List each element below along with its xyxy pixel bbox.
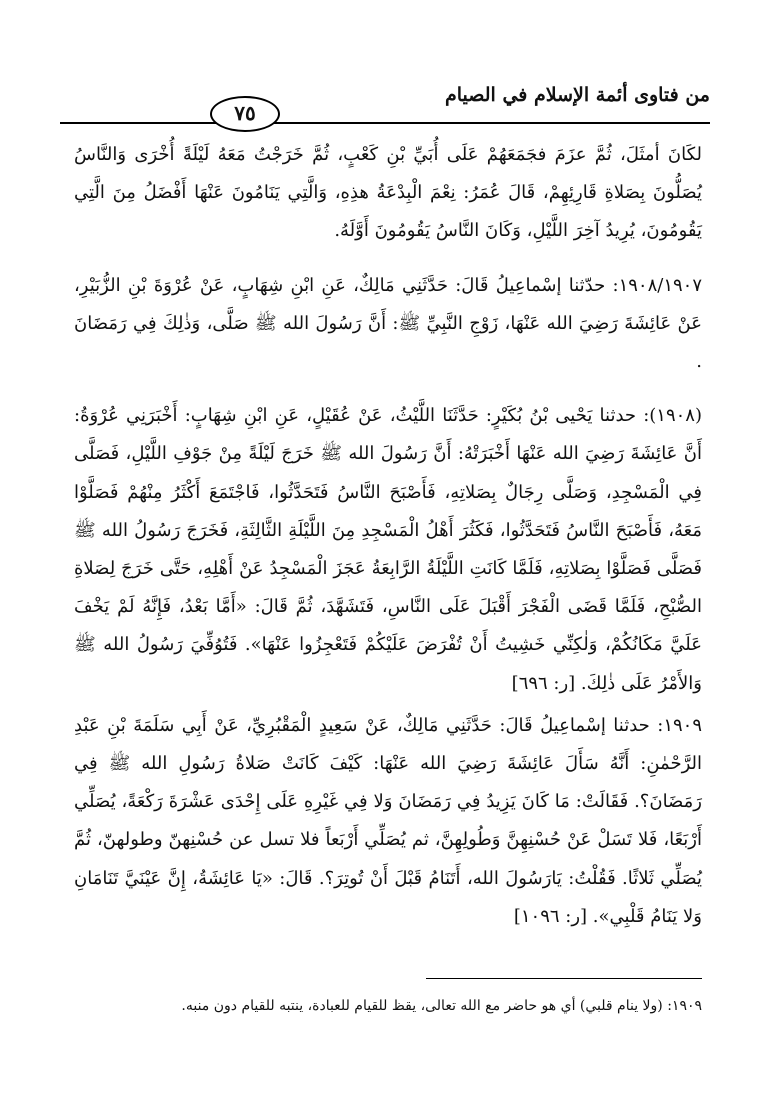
book-title: من فتاوى أئمة الإسلام في الصيام [445,84,710,106]
hadith-1909: ١٩٠٩: حدثنا إسْماعِيلُ قَالَ: حَدَّثَنِي مَالِكٌ، عَنْ سَعِيدٍ الْمَقْبُرِيِّ، عَنْ أَبِي سَلَمَةَ بْنِ عَبْدِ الرَّحْمٰنِ: أَنَّهُ سَأَلَ عَائِشَةَ رَضِيَ الله عَنْهَا: كَيْفَ كَانَتْ صَلاةُ رَسُولِ الله ﷺ فِي رَمَضَانَ؟. فَقَالَتْ: مَا كَانَ يَزِيدُ فِي رَمَضَانَ وَلا فِي غَيْرِهِ عَلَى إِحْدَى عَشْرَةَ رَكْعَةً، يُصَلِّي أَرْبَعًا، فَلا تَسَلْ عَنْ حُسْنِهِنَّ وَطُولِهِنَّ، ثم يُصَلِّي أَرْبَعاً فلا تسل عن حُسْنِهنّ وطولهنّ، ثُمَّ يُصَلِّي ثَلاثًا. فَقُلْتُ: يَارَسُولَ الله، أَتَنَامُ قَبْلَ أَنْ تُوتِرَ؟. قَالَ: «يَا عَائِشَةُ، إِنَّ عَيْنَيَّ تَنَامَانِ وَلا يَنَامُ قَلْبِي». [ر: ١٠٩٦] [74,714,702,927]
running-header [60,82,710,124]
page-number: ٧٥ [210,96,280,132]
footnote-separator [426,978,702,979]
main-text [74,136,702,952]
hadith-1907-1908: ١٩٠٨/١٩٠٧: حدّثنا إسْماعِيلُ قَالَ: حَدَّثَنِي مَالِكٌ، عَنِ ابْنِ شِهَابٍ، عَنْ عُرْوَةَ بْنِ الزُّبَيْرِ، عَنْ عَائِشَةَ رَضِيَ الله عَنْهَا، زَوْجِ النَّبِيِّ ﷺ: أَنَّ رَسُولَ الله ﷺ صَلَّى، وَذٰلِكَ فِي رَمَضَانَ . [74,274,702,373]
paragraph-continuation: لكَانَ أمثَلَ، ثُمَّ عزَمَ فجَمَعَهُمْ عَلَى أُبَيِّ بْنِ كَعْبٍ، ثُمَّ خَرَجْتُ مَعَهُ لَيْلَةً أُخْرَى وَالنَّاسُ يُصَلُّونَ بِصَلاةِ قَارِئِهِمْ، قَالَ عُمَرُ: نِعْمَ الْبِدْعَةُ هذِهِ، وَالَّتِي يَنَامُونَ عَنْهَا أَفْضَلُ مِنَ الَّتِي يَقُومُونَ، يُرِيدُ آخِرَ اللَّيْلِ، وَكَانَ النَّاسُ يَقُومُونَ أَوَّلَهُ. [74,144,702,242]
hadith-1908: (١٩٠٨): حدثنا يَحْيى بْنُ بُكَيْرٍ: حَدَّثَنَا اللَّيْثُ، عَنْ عُقَيْلٍ، عَنِ ابْنِ شِهَابٍ: أَخْبَرَنِي عُرْوَةُ: أَنَّ عَائِشَةَ رَضِيَ الله عَنْهَا أَخْبَرَتْهُ: أَنَّ رَسُولَ الله ﷺ خَرَجَ لَيْلَةً مِنْ جَوْفِ اللَّيْلِ، فَصَلَّى فِي الْمَسْجِدِ، وَصَلَّى رِجَالٌ بِصَلاتِهِ، فَأَصْبَحَ النَّاسُ فَتَحَدَّثُوا، فَاجْتَمَعَ أَكْثَرُ مِنْهُمْ فَصَلَّوْا مَعَهُ، فَأَصْبَحَ النَّاسُ فَتَحَدَّثُوا، فَكَثُرَ أَهْلُ الْمَسْجِدِ مِنَ اللَّيْلَةِ الثَّالِثَةِ، فَخَرَجَ رَسُولُ الله ﷺ فَصَلَّى فَصَلَّوْا بِصَلاتِهِ، فَلَمَّا كَانَتِ اللَّيْلَةُ الرَّابِعَةُ عَجَزَ الْمَسْجِدُ عَنْ أَهْلِهِ، حَتَّى خَرَجَ لِصَلاةِ الصُّبْحِ، فَلَمَّا قَضَى الْفَجْرَ أَقْبَلَ عَلَى النَّاسِ، فَتَشَهَّدَ، ثُمَّ قَالَ: «أَمَّا بَعْدُ، فَإِنَّهُ لَمْ يَخْفَ عَلَيَّ مَكَانُكُمْ، وَلٰكِنِّي خَشِيتُ أَنْ تُفْرَضَ عَلَيْكُمْ فَتَعْجِزُوا عَنْهَا». فَتُوُفِّيَ رَسُولُ الله ﷺ وَالأَمْرُ عَلَى ذٰلِكَ. [ر: ٦٩٦] [74,405,702,694]
footnote: ١٩٠٩: (ولا ينام قلبي) أي هو حاضر مع الله تعالى، يقظ للقيام للعبادة، ينتبه للقيام دون منبه. [181,998,702,1014]
